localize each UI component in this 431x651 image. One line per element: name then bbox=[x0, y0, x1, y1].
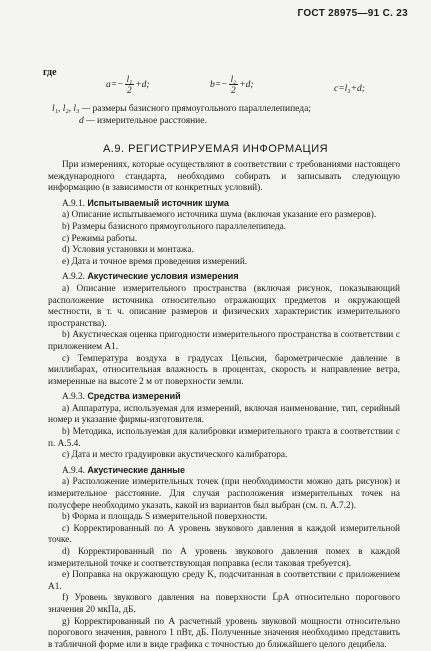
body-text bbox=[48, 160, 400, 651]
list-item: a) Аппаратура, используемая для измерений, включая наименование, тип, серийный номер и указание фирмы-изготовителя. bbox=[48, 403, 400, 426]
list-item: b) Акустическая оценка пригодности измерительного пространства в соответствии с приложением А1. bbox=[48, 330, 400, 352]
definition-distance: d — измерительное расстояние. bbox=[79, 116, 207, 126]
formula-c: c=l₃+d; bbox=[334, 84, 365, 94]
formula-a: a=− $\frac{\text{l₁}}{2}$ +d; bbox=[106, 74, 150, 95]
list-item: b) Методика, используемая для калибровки измерительного тракта в соответствии с п. А.5.4. bbox=[48, 427, 400, 449]
list-item: g) Корректированный по А расчетный уровень звуковой мощности относительно порогового значения, равного 1 пВт, дБ. Полученные значения необходимо представить в табличной форме или в виде графика с точностью до ближайшего целого децибела. bbox=[48, 616, 400, 650]
list-item: b) Форма и площадь S измерительной поверхности. bbox=[62, 512, 268, 523]
fraction-b: $\frac{\text{l₂}}{2}$ bbox=[230, 74, 237, 95]
intro-paragraph: При измерениях, которые осуществляют в соответствии с требованиями настоящего международного стандарта, необходимо собирать и записывать следующую информацию (в зависимости от конкретных условий). bbox=[48, 160, 400, 194]
page-header: ГОСТ 28975—91 С. 23 bbox=[297, 8, 408, 19]
list-item: a) Описание испытываемого источника шума (включая указание его размеров). bbox=[62, 210, 377, 221]
subsection-heading: А.9.2. Акустические условия измерения bbox=[62, 271, 239, 283]
list-item: d) Условия установки и монтажа. bbox=[62, 245, 194, 256]
list-item: a) Расположение измерительных точек (при необходимости можно дать рисунок) и измерительное расстояние. Для случая расположения измерительных точек на полусфере необходимо указать, какой из вариантов был выбран (см. п. А.7.2). bbox=[48, 477, 400, 511]
section-title: А.9. РЕГИСТРИРУЕМАЯ ИНФОРМАЦИЯ bbox=[102, 143, 329, 155]
list-item: c) Температура воздуха в градусах Цельсия, барометрическое давление в миллибарах, относительная влажность в процентах, скорость и направление ветра, измеренные на высоте 2 м от поверхности земли. bbox=[48, 353, 400, 387]
where-label: где bbox=[43, 67, 57, 78]
definition-dimensions: l₁, l₂, l₃ — размеры базисного прямоугольного параллелепипеда; bbox=[52, 104, 311, 114]
list-item: b) Размеры базисного прямоугольного параллелепипеда. bbox=[62, 221, 287, 232]
fraction-a: $\frac{\text{l₁}}{2}$ bbox=[126, 74, 133, 95]
list-item: e) Дата и точное время проведения измерений. bbox=[62, 256, 248, 267]
list-item: c) Корректированный по А уровень звукового давления в каждой измерительной точке. bbox=[48, 523, 400, 546]
list-item: d) Корректированный по А уровень звукового давления помех в каждой измерительной точке и соответствующая поправка (если таковая требуется). bbox=[48, 547, 400, 569]
list-item: a) Описание измерительного пространства (включая рисунок, показывающий расположение источника относительно отражающих предметов и окружающей местности, в т. ч. описание размеров и физических характеристик измерительного пространства). bbox=[48, 283, 400, 329]
subsection-heading: А.9.3. Средства измерений bbox=[62, 391, 181, 403]
subsection-heading: А.9.4. Акустические данные bbox=[62, 464, 185, 476]
list-item: c) Режимы работы. bbox=[62, 233, 138, 244]
subsection-heading: А.9.1. Испытываемый источник шума bbox=[62, 197, 229, 209]
list-item: e) Поправка на окружающую среду K, подсчитанная в соответствии с приложением А1. bbox=[48, 570, 400, 592]
list-item: f) Уровень звукового давления на поверхности L̄pA относительно порогового значения 20 мкПа, дБ. bbox=[48, 593, 400, 615]
formula-b: b=− $\frac{\text{l₂}}{2}$ +d; bbox=[210, 74, 254, 95]
list-item: c) Дата и место градуировки акустического калибратора. bbox=[62, 450, 288, 461]
